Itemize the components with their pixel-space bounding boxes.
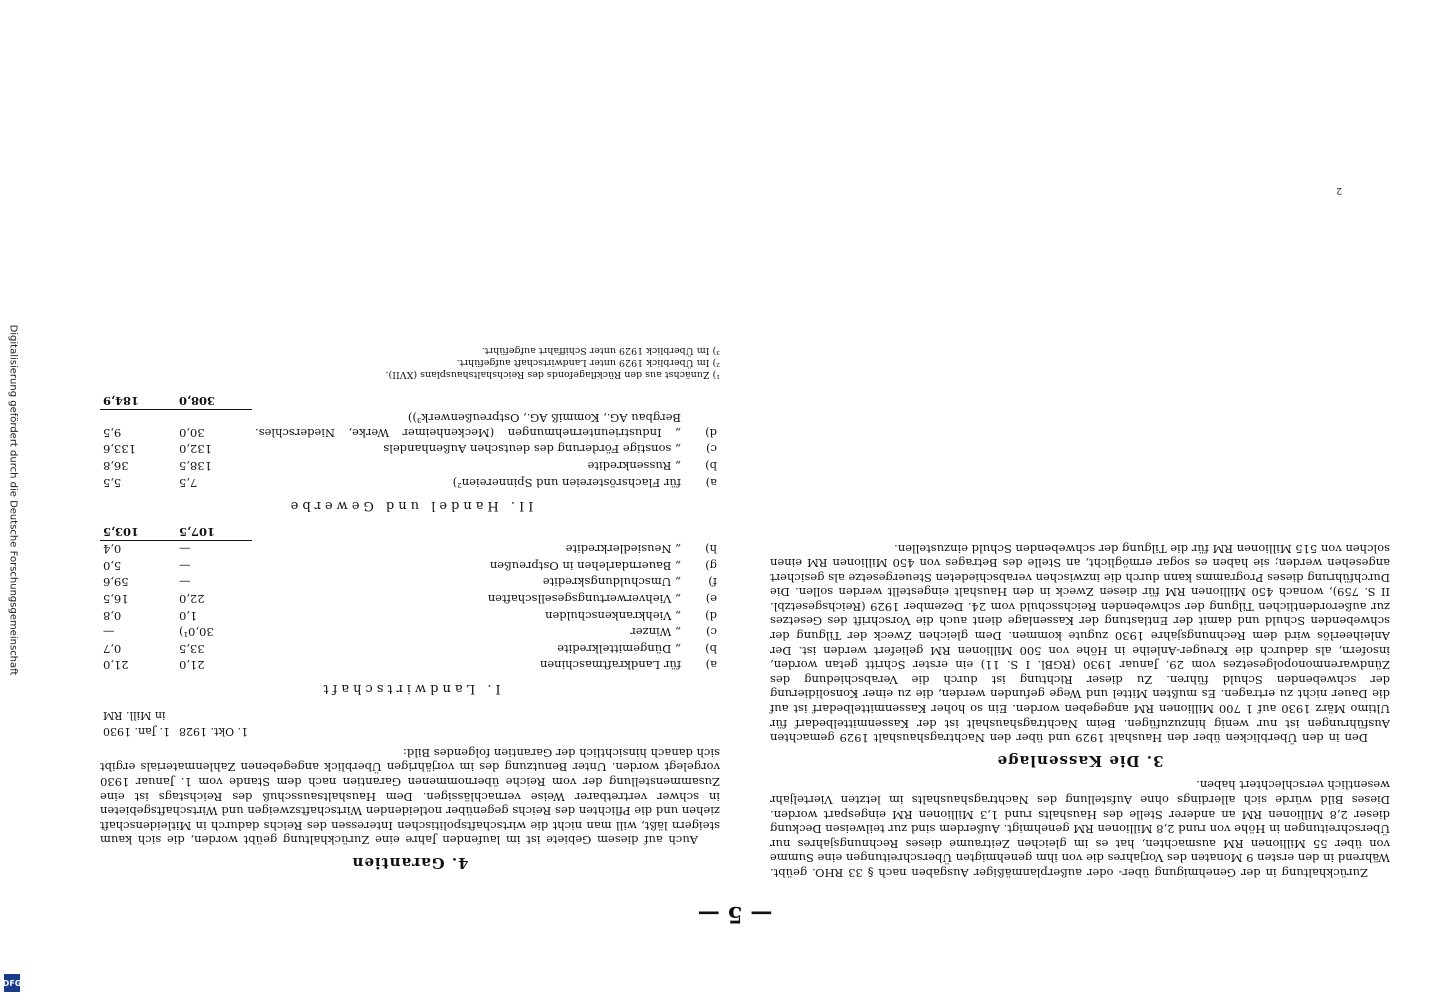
group-1-rows xyxy=(100,540,720,673)
group-1-heading: I. Landwirtschaft xyxy=(319,681,501,697)
table-row xyxy=(100,624,720,641)
table-row xyxy=(100,474,720,491)
row-value-1: 22,0 xyxy=(179,592,205,607)
row-label: d) xyxy=(705,608,717,623)
row-label: d) xyxy=(705,425,717,440)
section-3-heading: 3. Die Kassenlage xyxy=(996,751,1164,770)
row-value-2: 21,0 xyxy=(103,658,129,673)
row-text: „ Düngemittelkredite xyxy=(557,641,681,656)
row-text: „ Industrieunternehmungen (Meckenheimer Werke, Niederschles. Bergbau AG., Kommiß AG., Ostpreußenwerk³)) xyxy=(255,411,681,440)
group-2-sum-row xyxy=(100,392,720,409)
group-1-sum-2: 103,5 xyxy=(100,523,176,540)
row-value-1: 30,0 xyxy=(179,425,205,440)
footnote-1: ¹) Zunächst aus den Rückflagefonds des Reichshaltshausplans (XVII). xyxy=(385,369,720,381)
table-row xyxy=(100,591,720,608)
page-number: — 5 — xyxy=(697,901,773,927)
row-value-2: 16,5 xyxy=(103,592,129,607)
row-text: „ Umschuldungskredite xyxy=(542,575,681,590)
section-3-paragraph: Den in den Überblicken über den Haushalt 1929 und über den Nachtragshaushalt 1929 gemachten Ausführungen ist nur wenig hinzuzufügen. Beim Nachtragshaushalt ist der Kassenmittelbedarf für Ultimo März 1930 auf 1 700 Millionen RM angegeben worden. Ein so hoher Kassenmittelbedarf ist auf die Dauer nicht zu ertragen. Es mußten Mittel und Wege gefunden werden, die zu einer Konsolidierung der schwebenden Schuld führen. Zu dieser Richtung ist durch die Verabschiedung des Zündwarenmonopolgesetzes vom 29. Januar 1930 (RGBl. I S. 11) ein erster Schritt getan worden, insofern, als dadurch die Kreuger-Anleihe in Höhe von 500 Millionen RM geliefert werden ist. Der Anleiheerlös wird dem Rechnungsjahre 1930 zugute kommen. Dem gleichen Zweck der Tilgung der schwebenden Schuld und damit der Entlastung der Kassenlage dient auch die Vorschrift des Gesetzes zur außerordentlichen Tilgung der schwebenden Reichsschuld vom 24. Dezember 1929 (Reichsgesetzbl. II S. 759), wonach 450 Millionen RM für diesen Zweck in den Haushalt eingestellt werden sollen. Die Durchführung dieses Programms kann durch die inzwischen verabschiedeten Steuergesetze als gesichert angesehen werden; sie haben es sogar ermöglicht, an Stelle des Betrages von 450 Millionen RM einen solchen von 515 Millionen RM für die Tilgung der schwebenden Schuld einzustellen. xyxy=(770,541,1390,746)
table-row xyxy=(100,457,720,474)
row-label: b) xyxy=(705,641,717,656)
scanned-page xyxy=(70,45,1400,935)
signature-mark: 2 xyxy=(1336,185,1342,195)
row-value-2: 5,0 xyxy=(103,558,122,573)
footnote-2: ²) Im Überblick 1929 unter Landwirtschaft aufgeführt. xyxy=(456,357,720,369)
row-text: „ sonstige Förderung des deutschen Außenhandels xyxy=(383,442,681,457)
dfg-logo-icon: DFG xyxy=(4,974,20,992)
row-value-1: 33,5 xyxy=(179,641,205,656)
row-value-1: — xyxy=(179,542,191,557)
table-row xyxy=(100,441,720,458)
row-text: „ Viehverwertungsgesellschaften xyxy=(487,592,681,607)
group-2-heading: II. Handel und Gewerbe xyxy=(286,498,534,514)
group-2-sum-2: 184,9 xyxy=(100,392,176,409)
unit-row xyxy=(100,706,720,723)
table-row xyxy=(100,657,720,674)
row-label: b) xyxy=(705,458,717,473)
group-1-sum-1: 107,5 xyxy=(176,523,252,540)
column-header-1: 1. Okt. 1928 xyxy=(179,725,249,739)
row-label: a) xyxy=(705,658,717,673)
row-text: „ Bauerndarlehen in Ostpreußen xyxy=(489,558,681,573)
row-label: h) xyxy=(705,542,717,557)
credit-strip xyxy=(2,0,24,1000)
row-text: für Landkraftmaschinen xyxy=(539,658,681,673)
intro-paragraph: Zurückhaltung in der Genehmigung über- oder außerplanmäßiger Ausgaben nach § 33 RHO. geübt. Während in den ersten 9 Monaten des Vorjahres die von ihm genehmigten Überschreitungen eine Summe von über 55 Millionen RM ausmachten, hat es im gleichen Zeitraume dieses Rechnungsjahres nur Überschreitungen in Höhe von rund 2,8 Millionen RM genehmigt. Außerdem sind zur teilweisen Deckung dieser 2,8 Millionen RM an anderer Stelle des Haushalts rund 1,3 Millionen RM eingespart worden. Dieses Bild würde sich allerdings ohne Aufstellung des Nachtragshaushalts im letzten Vierteljahr wesentlich verschlechtert haben. xyxy=(770,778,1390,880)
row-value-2: 59,6 xyxy=(103,575,129,590)
right-column xyxy=(100,344,720,880)
row-value-2: — xyxy=(103,625,115,640)
row-value-1: 1,0 xyxy=(179,608,198,623)
section-4-heading: 4. Garantien xyxy=(351,854,469,872)
row-label: g) xyxy=(705,558,717,573)
row-label: e) xyxy=(705,592,717,607)
group-1-sum-row xyxy=(100,523,720,540)
guarantees-table xyxy=(100,392,720,739)
group-heading-row xyxy=(100,491,720,524)
row-value-2: 0,8 xyxy=(103,608,122,623)
row-value-2: 5,5 xyxy=(103,475,122,490)
group-2-sum-1: 308,0 xyxy=(176,392,252,409)
row-text: „ Russenkredite xyxy=(587,458,681,473)
footnotes xyxy=(100,344,720,380)
table-row xyxy=(100,640,720,657)
row-value-2: 133,6 xyxy=(103,442,136,457)
row-value-1: — xyxy=(179,558,191,573)
unit-label: in Mill. RM xyxy=(103,708,166,722)
left-column xyxy=(770,535,1390,880)
row-value-1: 132,0 xyxy=(179,442,212,457)
row-value-1: 30,0¹) xyxy=(179,625,214,640)
row-text: „ Winzer xyxy=(630,625,681,640)
table-row xyxy=(100,574,720,591)
row-label: a) xyxy=(705,475,717,490)
row-value-1: — xyxy=(179,575,191,590)
row-text: „ Viehkrankenschulden xyxy=(545,608,681,623)
row-label: c) xyxy=(706,442,717,457)
credit-text: Digitalisierung gefördert durch die Deutsche Forschungsgemeinschaft xyxy=(7,324,19,676)
section-4-paragraph: Auch auf diesem Gebiete ist im laufenden Jahre eine Zurückhaltung geübt worden, die sich kaum steigern läßt, will man nicht die wirtschaftspolitischen Interessen des Reichs dadurch in Mitleidenschaft ziehen und die Pflichten des Reichs gegenüber notleidenden Wirtschaftszweigen und Wirtschaftsgebieten in schwer vertretbarer Weise vernachlässigen. Dem Haushaltsausschuß des Reichstags ist eine Zusammenstellung der vom Reiche übernommenen Garantien nach dem Stande vom 1. Januar 1930 vorgelegt worden. Unter Benutzung des im vorjährigen Überblick angegebenen Zahlenmaterials ergibt sich danach hinsichtlich der Garantien folgendes Bild: xyxy=(100,745,720,848)
column-header-2: 1. Jan. 1930 xyxy=(103,725,171,739)
row-value-2: 36,8 xyxy=(103,458,129,473)
row-value-1: 138,5 xyxy=(179,458,212,473)
row-text: „ Neusiedlerkredite xyxy=(565,542,681,557)
row-value-1: 7,5 xyxy=(179,475,198,490)
row-text: für Flachsröstereien und Spinnereien²) xyxy=(452,475,681,490)
group-2-rows xyxy=(100,410,720,491)
table-row xyxy=(100,607,720,624)
row-label: f) xyxy=(708,575,717,590)
table-header-row xyxy=(100,723,720,740)
table-row xyxy=(100,557,720,574)
row-value-2: 9,5 xyxy=(103,425,122,440)
row-value-2: 0,7 xyxy=(103,641,122,656)
row-label: c) xyxy=(706,625,717,640)
row-value-2: 0,4 xyxy=(103,542,122,557)
table-row xyxy=(100,410,720,441)
group-heading-row xyxy=(100,673,720,706)
row-value-1: 21,0 xyxy=(179,658,205,673)
footnote-3: ³) Im Überblick 1929 unter Schiffahrt aufgeführt. xyxy=(481,345,720,357)
table-row xyxy=(100,540,720,557)
